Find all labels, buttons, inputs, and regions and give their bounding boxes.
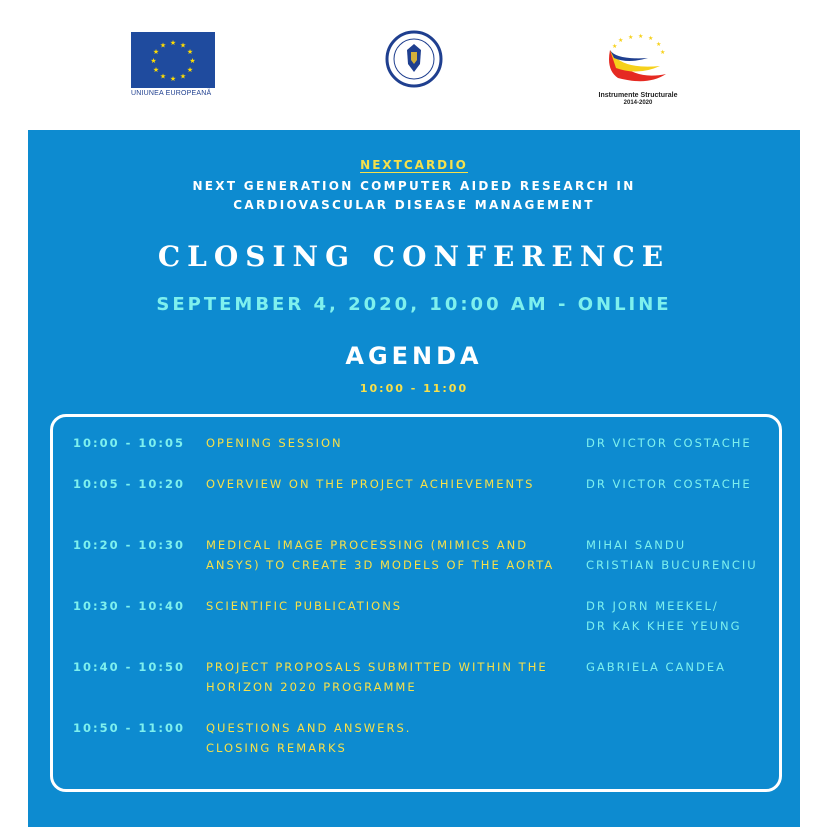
topic-line: ANSYS) TO CREATE 3D MODELS OF THE AORTA: [206, 558, 555, 572]
structural-instruments-logo: [588, 30, 688, 107]
agenda-row-topic: [206, 535, 576, 575]
project-subtitle-line-1: NEXT GENERATION COMPUTER AIDED RESEARCH IN: [192, 179, 636, 193]
topic-line: OVERVIEW ON THE PROJECT ACHIEVEMENTS: [206, 477, 535, 491]
svg-text:★: ★: [660, 49, 666, 56]
svg-text:★: ★: [179, 72, 187, 81]
svg-text:★: ★: [186, 48, 194, 56]
project-name-text: NEXTCARDIO: [360, 158, 468, 172]
agenda-row-topic: [206, 433, 576, 453]
agenda-time-range: 10:00 - 11:00: [359, 382, 469, 395]
agenda-row-speaker: [586, 433, 776, 453]
agenda-row-time: 10:50 - 11:00: [73, 721, 185, 735]
svg-text:★: ★: [638, 33, 644, 40]
project-name: [28, 158, 800, 172]
agenda-row-time: 10:00 - 10:05: [73, 436, 185, 450]
eu-flag-icon: [131, 32, 215, 88]
agenda-box: [50, 414, 782, 792]
government-seal-icon: [385, 30, 443, 88]
topic-line: PROJECT PROPOSALS SUBMITTED WITHIN THE: [206, 660, 548, 674]
svg-text:★: ★: [186, 66, 194, 74]
topic-line: QUESTIONS AND ANSWERS.: [206, 721, 412, 735]
svg-text:★: ★: [150, 57, 157, 65]
agenda-row-speaker: [586, 596, 776, 636]
svg-text:★: ★: [159, 72, 167, 81]
agenda-row-time: 10:20 - 10:30: [73, 538, 185, 552]
project-subtitle: [28, 177, 800, 215]
agenda-row-speaker: [586, 535, 776, 575]
agenda-row-topic: [206, 718, 576, 758]
speaker-line: DR JORN MEEKEL/: [586, 599, 719, 613]
agenda-row-time: 10:40 - 10:50: [73, 660, 185, 674]
svg-text:★: ★: [656, 41, 662, 48]
speaker-line: CRISTIAN BUCURENCIU: [586, 558, 758, 572]
structural-instruments-icon: [588, 30, 688, 92]
agenda-row-time: 10:30 - 10:40: [73, 599, 185, 613]
speaker-line: DR VICTOR COSTACHE: [586, 477, 752, 491]
svg-text:★: ★: [159, 41, 167, 50]
agenda-row-topic: [206, 596, 576, 616]
agenda-row-speaker: [586, 474, 776, 494]
logo-bar: [0, 0, 827, 128]
project-subtitle-line-2: CARDIOVASCULAR DISEASE MANAGEMENT: [233, 198, 595, 212]
agenda-row-time: 10:05 - 10:20: [73, 477, 185, 491]
svg-text:★: ★: [152, 48, 160, 56]
svg-text:★: ★: [169, 75, 177, 83]
svg-text:★: ★: [189, 57, 196, 65]
conference-panel: [28, 130, 800, 827]
topic-line: SCIENTIFIC PUBLICATIONS: [206, 599, 403, 613]
agenda-row-speaker: [586, 657, 776, 677]
svg-text:★: ★: [169, 39, 177, 47]
eu-logo: [131, 32, 215, 97]
topic-line: CLOSING REMARKS: [206, 741, 347, 755]
speaker-line: DR KAK KHEE YEUNG: [586, 619, 742, 633]
svg-text:★: ★: [152, 66, 160, 74]
conference-date: SEPTEMBER 4, 2020, 10:00 AM - ONLINE: [156, 294, 672, 315]
svg-text:★: ★: [179, 41, 187, 50]
svg-text:★: ★: [648, 35, 654, 42]
structural-instruments-years: 2014-2020: [623, 100, 653, 106]
svg-text:★: ★: [612, 43, 618, 50]
svg-text:★: ★: [628, 34, 634, 41]
topic-line: MEDICAL IMAGE PROCESSING (MIMICS AND: [206, 538, 529, 552]
topic-line: OPENING SESSION: [206, 436, 343, 450]
svg-text:★: ★: [618, 37, 624, 44]
agenda-row-topic: [206, 474, 576, 494]
topic-line: HORIZON 2020 PROGRAMME: [206, 680, 417, 694]
speaker-line: DR VICTOR COSTACHE: [586, 436, 752, 450]
structural-instruments-caption: Instrumente Structurale: [598, 92, 678, 99]
agenda-title: AGENDA: [345, 342, 483, 370]
eu-caption: UNIUNEA EUROPEANĂ: [131, 90, 212, 97]
speaker-line: GABRIELA CANDEA: [586, 660, 726, 674]
conference-title: CLOSING CONFERENCE: [157, 240, 671, 273]
agenda-row-topic: [206, 657, 576, 697]
speaker-line: MIHAI SANDU: [586, 538, 687, 552]
